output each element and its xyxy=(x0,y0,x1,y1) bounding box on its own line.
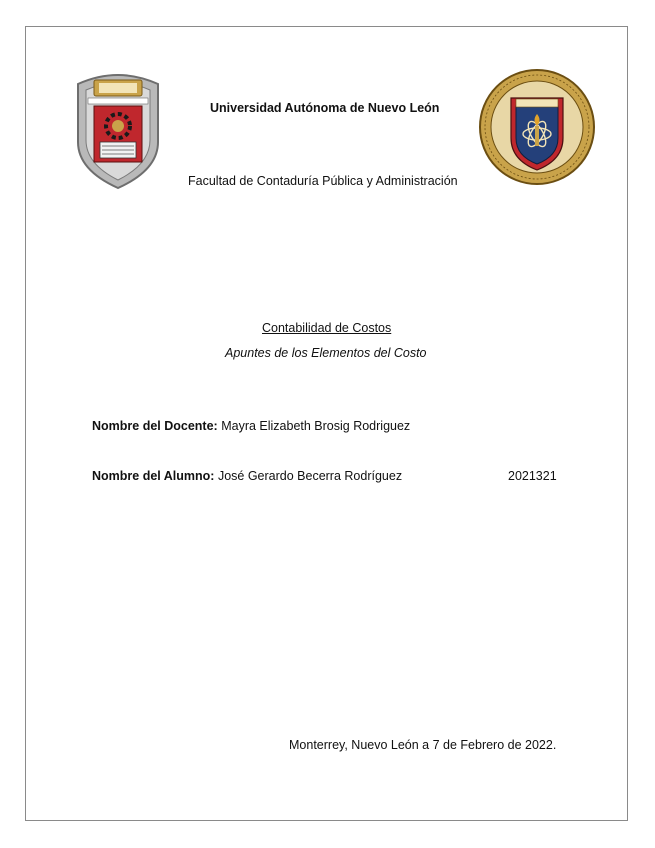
course-title: Contabilidad de Costos xyxy=(262,321,392,335)
uanl-seal-logo xyxy=(478,68,596,186)
facpya-shield-logo xyxy=(68,70,168,190)
place-date: Monterrey, Nuevo León a 7 de Febrero de 2022. xyxy=(289,738,557,752)
student-label: Nombre del Alumno: xyxy=(92,469,215,483)
student-name: José Gerardo Becerra Rodríguez xyxy=(217,469,403,483)
faculty-name: Facultad de Contaduría Pública y Administración xyxy=(188,174,458,188)
university-name: Universidad Autónoma de Nuevo León xyxy=(210,101,440,115)
teacher-row xyxy=(92,419,410,433)
student-row xyxy=(92,469,402,483)
teacher-name: Mayra Elizabeth Brosig Rodriguez xyxy=(221,419,411,433)
course-subtitle: Apuntes de los Elementos del Costo xyxy=(225,346,427,360)
teacher-label: Nombre del Docente: xyxy=(92,419,218,433)
student-id: 2021321 xyxy=(508,469,557,483)
